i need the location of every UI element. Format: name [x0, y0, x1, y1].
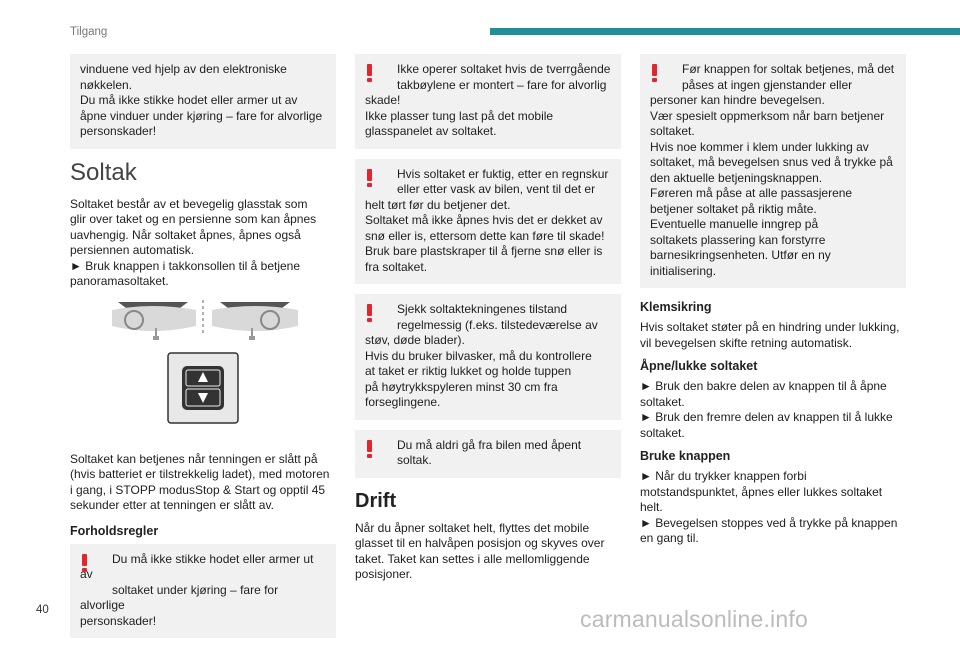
text-line: persiennen automatisk. [70, 243, 195, 257]
use-button-paragraph [640, 469, 906, 547]
text-line: personskader! [80, 124, 157, 138]
drift-paragraph [355, 521, 621, 583]
text-line: på høytrykkspyleren minst 30 cm fra [365, 379, 558, 394]
text-line: eller etter vask av bilen, vent til det er [397, 182, 596, 196]
text-line: soltaket. [640, 394, 685, 409]
text-line: ► Når du trykker knappen forbi [640, 469, 807, 483]
text-line: ► Bruk den bakre delen av knappen til å åpne [640, 379, 887, 393]
text-line: (hvis batteriet er tilstrekkelig ladet), med motoren [70, 467, 330, 481]
warning-icon [367, 440, 372, 458]
text-line: Du må ikke stikke hodet eller armer ut av [80, 93, 298, 107]
text-line: uavhengig. Når soltaket åpnes, åpnes også [70, 227, 301, 242]
text-line: påses at ingen gjenstander eller [682, 77, 853, 92]
text-line: åpne vinduer under kjøring – fare for alvorlige [80, 108, 323, 123]
page-number: 40 [36, 604, 49, 616]
subheading-open-close: Åpne/lukke soltaket [640, 359, 758, 373]
text-line: Soltaket kan betjenes når tenningen er slått på [70, 451, 318, 466]
text-line: Du må aldri gå fra bilen med åpent [397, 437, 582, 452]
text-line: Vær spesielt oppmerksom når barn betjener [650, 108, 885, 123]
text-line: soltaket. [650, 124, 695, 138]
text-line: Sjekk soltaktekningenes tilstand [397, 302, 568, 316]
text-line: soltaket, må bevegelsen snus ved å trykke på [650, 155, 893, 169]
warning-icon [652, 64, 657, 82]
text-line: Ikke operer soltaket hvis de tverrgående [397, 62, 611, 76]
text-line: soltakets plassering kan forstyrre [650, 232, 826, 247]
text-line: ► Bevegelsen stoppes ved å trykke på knappen [640, 515, 898, 530]
roof-control-illustration [70, 296, 336, 444]
section-title-soltak: Soltak [70, 158, 137, 186]
text-line: en gang til. [640, 531, 699, 545]
warning-box-leave-car [355, 430, 621, 478]
text-line: Soltaket består av et bevegelig glasstak som [70, 196, 308, 211]
text-line: panoramasoltaket. [70, 274, 169, 288]
text-line: ► Bruk knappen i takkonsollen til å betjene [70, 258, 301, 273]
text-line: motstandspunktet, åpnes eller lukkes soltaket [640, 484, 883, 499]
column-2 [355, 54, 621, 589]
text-line: Bruk bare plastskraper til å fjerne snø eller is [365, 244, 603, 258]
operating-conditions-paragraph [70, 452, 336, 514]
watermark: carmanualsonline.info [580, 606, 808, 632]
column-1 [70, 54, 336, 648]
subheading-use-button: Bruke knappen [640, 449, 731, 463]
text-line: nøkkelen. [80, 77, 133, 92]
text-line: Hvis soltaket er fuktig, etter en regnskur [397, 166, 609, 181]
text-line: helt tørt før du betjener det. [365, 197, 511, 212]
text-line: Ikke plasser tung last på det mobile [365, 108, 554, 123]
header-accent-bar [490, 28, 960, 35]
text-line: Hvis du bruker bilvasker, må du kontrollere [365, 348, 592, 363]
text-line: Føreren må påse at alle passasjerene [650, 186, 853, 200]
warning-icon [367, 169, 372, 187]
text-line: ► Bruk den fremre delen av knappen til å lukke [640, 410, 893, 424]
text-line: soltaket under kjøring – fare for alvorlige [80, 582, 279, 612]
text-line: glasset til en halvåpen posisjon og skyves over [355, 536, 605, 550]
warning-icon [82, 554, 87, 572]
text-line: betjener soltaket på riktig måte. [650, 201, 817, 216]
text-line: i gang, i STOPP modusStop & Start og opptil 45 [70, 482, 326, 497]
text-line: taket. Taket kan settes i alle mellomliggende [355, 551, 590, 566]
section-title-drift: Drift [355, 489, 397, 512]
text-line: glir over taket og en persienne som kan åpnes [70, 212, 317, 226]
text-line: Når du åpner soltaket helt, flyttes det mobile [355, 520, 590, 535]
text-line: regelmessig (f.eks. tilstedeværelse av [397, 317, 598, 332]
klemsikring-paragraph [640, 320, 906, 351]
roof-console-diagram [70, 296, 336, 444]
text-line: skade! [365, 93, 401, 107]
open-close-paragraph [640, 379, 906, 441]
subheading-precautions: Forholdsregler [70, 523, 159, 538]
warning-box-crossbars [355, 54, 621, 149]
text-line: Hvis soltaket støter på en hindring under lukking, [640, 320, 900, 334]
text-line: støv, døde blader). [365, 333, 465, 347]
text-line: at taket er riktig lukket og holde tuppen [365, 364, 572, 378]
warning-box-before-operating [640, 54, 906, 288]
text-line: takbøylene er montert – fare for alvorlig [397, 77, 607, 92]
text-line: Eventuelle manuelle inngrep på [650, 217, 819, 231]
text-line: vil bevegelsen skifte retning automatisk. [640, 335, 853, 350]
text-line: Før knappen for soltak betjenes, må det [682, 62, 895, 76]
subheading-klemsikring: Klemsikring [640, 300, 712, 314]
text-line: soltaket. [640, 425, 685, 440]
text-line: Du må ikke stikke hodet eller armer ut av [80, 551, 314, 581]
text-line: sekunder etter at tenningen er slått av. [70, 498, 274, 512]
text-line: fra soltaket. [365, 259, 428, 274]
warning-box-seals [355, 294, 621, 420]
text-line: Hvis noe kommer i klem under lukking av [650, 139, 869, 154]
text-line: personskader! [80, 613, 157, 628]
warning-box-wet-roof [355, 159, 621, 285]
text-line: snø eller is, ettersom dette kan føre til skade! [365, 228, 605, 243]
text-line: soltak. [397, 453, 432, 467]
text-line: helt. [640, 500, 663, 514]
running-header: Tilgang [70, 26, 108, 38]
intro-paragraph [70, 197, 336, 290]
info-box-windows [70, 54, 336, 149]
warning-box-head-arms [70, 544, 336, 639]
text-line: glasspanelet av soltaket. [365, 124, 497, 138]
text-line: barnesikringsenheten. Utfør en ny [650, 248, 831, 262]
warning-icon [367, 64, 372, 82]
text-line: initialisering. [650, 263, 717, 278]
text-line: vinduene ved hjelp av den elektroniske [80, 62, 287, 76]
text-line: posisjoner. [355, 567, 413, 581]
text-line: forseglingene. [365, 395, 441, 409]
text-line: den aktuelle betjeningsknappen. [650, 170, 823, 185]
warning-icon [367, 304, 372, 322]
text-line: personer kan hindre bevegelsen. [650, 93, 825, 107]
text-line: Soltaket må ikke åpnes hvis det er dekket av [365, 213, 603, 227]
column-3 [640, 54, 906, 553]
